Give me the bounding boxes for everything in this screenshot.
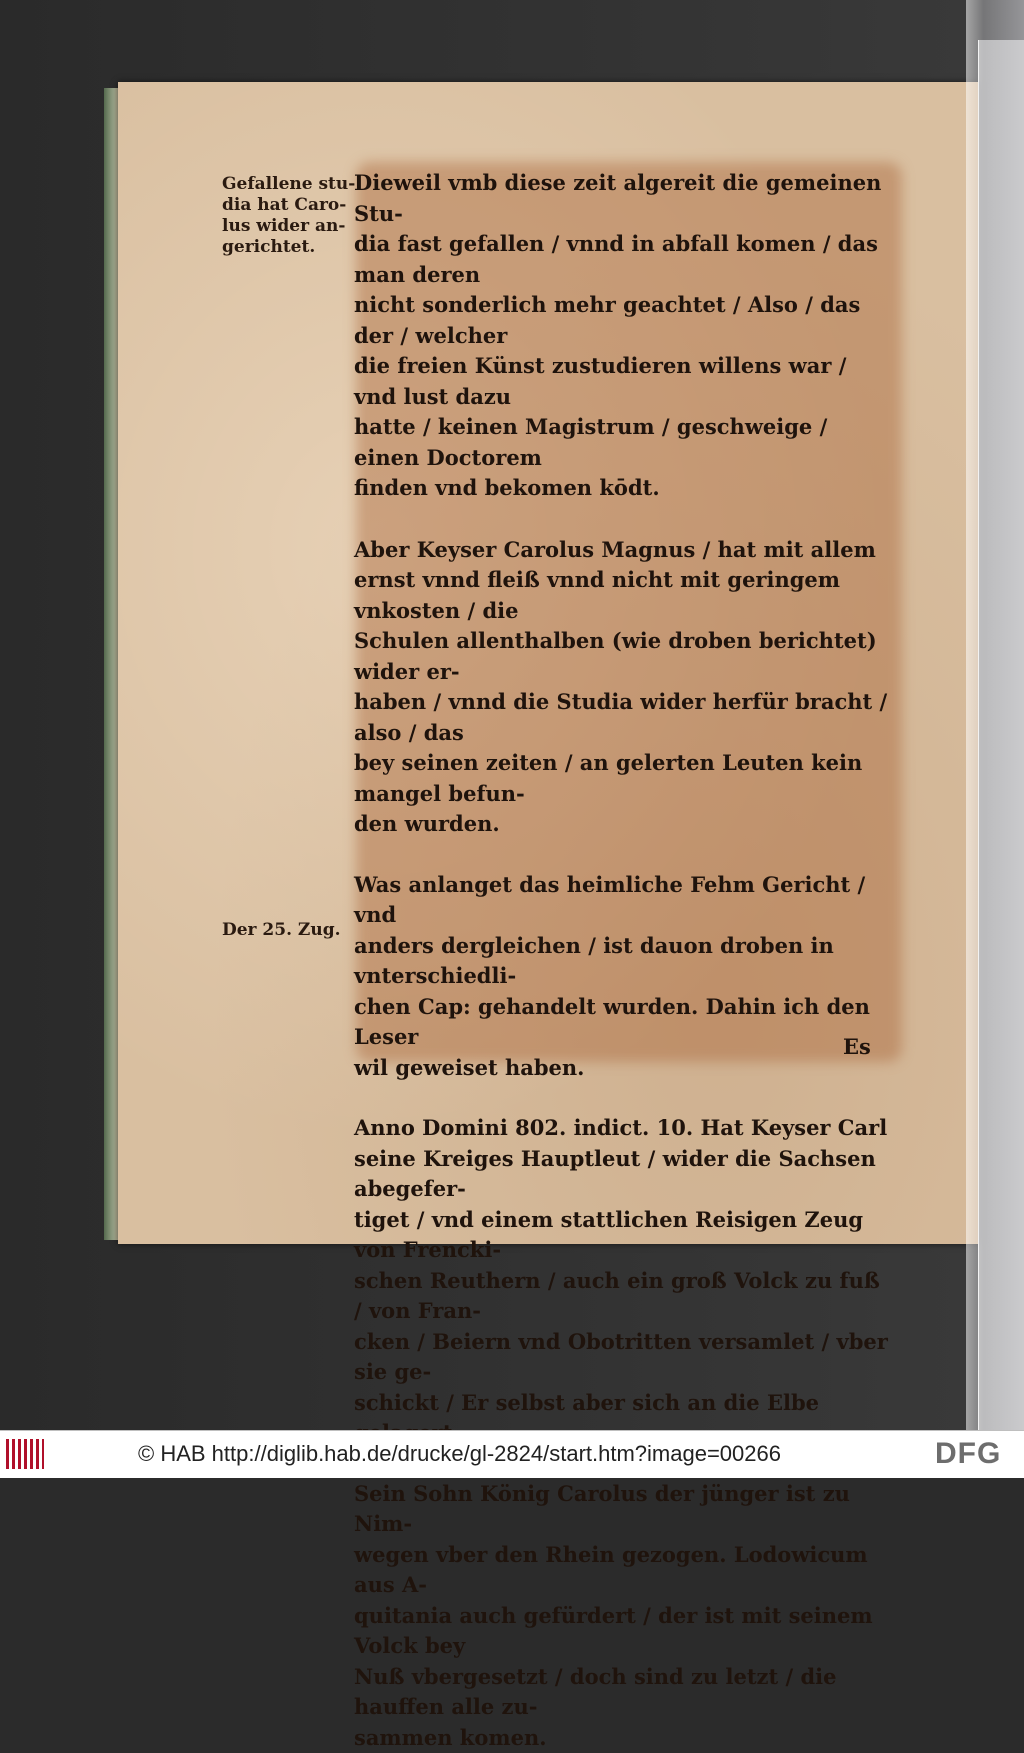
paragraph-4: Anno Domini 802. indict. 10. Hat Keyser Carl seine Kreiges Hauptleut / wider die Sachsen abegefer- tiget / vnd einem stattlichen Reisigen Zeug von Frencki- schen Reuthern / auch ein groß Volck zu fuß / von Fran- cken / Beiern vnd Obotritten versamlet / vber sie ge- schickt / Er selbst aber sich an die Elbe — [354, 1113, 894, 1449]
paragraph-5: Sein Sohn König Carolus der jünger ist zu Nim- wegen vber den Rhein gezogen. Lodowicum aus A- quitania auch gefürdert / der ist mit seinem Volck bey Nuß vbergesetzt / doch sind zu letzt / die hauffen alle zu- sammen komen. — [354, 1479, 894, 1753]
main-text — [354, 168, 894, 1753]
dfg-logo[interactable]: DFG — [935, 1437, 1001, 1471]
paragraph-2: Aber Keyser Carolus Magnus / hat mit allem ernst vnnd fleiß vnnd nicht mit geringem vnkosten / die Schulen allenthalben (wie droben berichtet) wider er- haben / vnnd die Studia wider herfür bracht / also / das bey seinen zeiten / an gelerten Leuten kein mangel befun- den wurden. — [354, 535, 894, 840]
paragraph-3: Was anlanget das heimliche Fehm Gericht / vnd anders dergleichen / ist dauon droben in vnterschiedli- chen Cap: gehandelt wurden. Dahin ich den Leser wil geweiset haben. — [354, 870, 894, 1084]
catchword: Es — [843, 1034, 871, 1059]
paragraph-1: Dieweil vmb diese zeit algereit die gemeinen Stu- dia fast gefallen / vnnd in abfall komen / das man deren nicht sonderlich mehr geachtet / Also / das der / welcher die freien Künst zustudieren willens war / vnd lust dazu hatte / keinen Magistrum / geschweige / einen Doctorem finden vnd bekomen kōdt. — [354, 168, 894, 504]
footer-credit-link[interactable]: © HAB http://diglib.hab.de/drucke/gl-2824/start.htm?image=00266 — [138, 1441, 781, 1467]
margin-note-2: Der 25. Zug. — [222, 920, 362, 941]
book-page — [118, 82, 978, 1244]
margin-note-1: Gefallene stu- dia hat Caro- lus wider an- gerichtet. — [222, 174, 362, 258]
foil-edge — [978, 40, 1024, 1430]
footer-bar — [0, 1430, 1024, 1478]
hab-logo-icon[interactable] — [6, 1439, 44, 1469]
